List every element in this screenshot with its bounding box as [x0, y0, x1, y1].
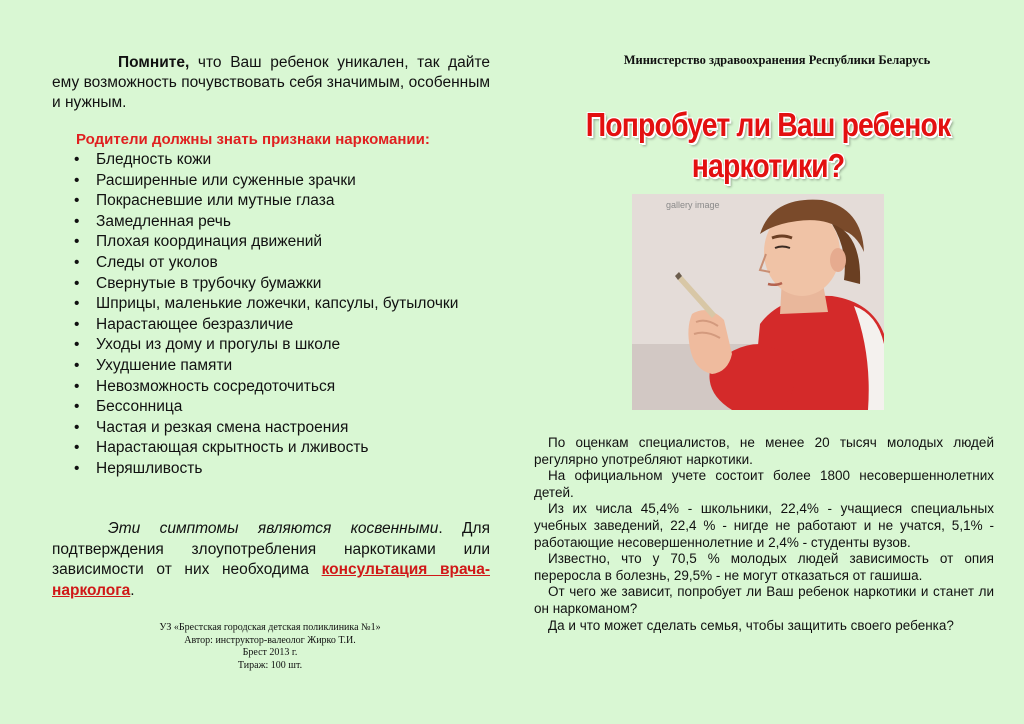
page-title — [567, 104, 969, 186]
teen-cigarette-illustration — [632, 194, 884, 410]
signs-heading: Родители должны знать признаки наркомании: — [76, 131, 430, 148]
stats-paragraph: На официальном учете состоит более 1800 несовершеннолетних детей. — [534, 468, 994, 500]
conclusion-italic: Эти симптомы являются косвенными — [108, 520, 439, 537]
list-item: • Расширенные или суженные зрачки — [74, 171, 494, 192]
conclusion-paragraph — [52, 519, 490, 601]
list-item: • Ухудшение памяти — [74, 356, 494, 377]
stats-paragraph: Да и что может сделать семья, чтобы защитить своего ребенка? — [548, 617, 954, 633]
credits-line: УЗ «Брестская городская детская поликлиника №1» — [159, 622, 381, 633]
list-item: • Свернутые в трубочку бумажки — [74, 274, 494, 295]
list-item: • Нарастающее безразличие — [74, 315, 494, 336]
teen-cigarette-photo — [632, 194, 884, 410]
title-line: наркотики? — [691, 147, 845, 184]
right-panel — [512, 0, 1024, 724]
credits-line: Брест 2013 г. — [242, 647, 298, 658]
conclusion-end: . — [130, 581, 135, 599]
list-item: • Следы от уколов — [74, 253, 494, 274]
ministry-header: Министерство здравоохранения Республики Беларусь — [623, 53, 931, 67]
list-item: • Покрасневшие или мутные глаза — [74, 191, 494, 212]
credits-line: Автор: инструктор-валеолог Жирко Т.И. — [184, 634, 356, 646]
title-line: Попробует ли Ваш ребенок — [585, 106, 951, 143]
credits-line: Тираж: 100 шт. — [237, 659, 303, 671]
list-item: • Неряшливость — [74, 459, 494, 480]
credits-block — [60, 622, 480, 672]
intro-text: что Ваш ребенок уникален, так дайте ему возможность почувствовать себя значимым, особенным и нужным. — [52, 54, 490, 111]
conclusion-text: . Для подтверждения злоупотребления наркотиками или зависимости от них необходима — [52, 520, 490, 578]
list-item: • Бледность кожи — [74, 150, 494, 171]
stats-paragraph: Известно, что у 70,5 % молодых людей зависимость от опия переросла в болезнь, 29,5% - не могут отказаться от гашиша. — [534, 551, 994, 583]
photo-watermark: gallery image — [666, 200, 720, 210]
list-item: • Уходы из дому и прогулы в школе — [74, 335, 494, 356]
consultation-link[interactable]: консультация врача-нарколога — [52, 561, 490, 599]
list-item: • Нарастающая скрытность и лживость — [74, 438, 494, 459]
stats-paragraph: Из их числа 45,4% - школьники, 22,4% - учащиеся специальных учебных заведений, 22,4 % - нигде не работают и не учатся, 5,1% - работающие несовершеннолетние и 2,4% - студенты вузов. — [534, 501, 994, 550]
intro-lead: Помните, — [118, 54, 190, 71]
list-item: • Невозможность сосредоточиться — [74, 377, 494, 398]
list-item: • Плохая координация движений — [74, 232, 494, 253]
stats-paragraph: По оценкам специалистов, не менее 20 тысяч молодых людей регулярно употребляют наркотики. — [534, 435, 994, 467]
list-item: • Замедленная речь — [74, 212, 494, 233]
stats-paragraph: От чего же зависит, попробует ли Ваш ребенок наркотики и станет ли он наркоманом? — [534, 584, 994, 616]
signs-list — [74, 150, 494, 480]
list-item: • Шприцы, маленькие ложечки, капсулы, бутылочки — [74, 294, 494, 315]
list-item: • Частая и резкая смена настроения — [74, 418, 494, 439]
list-item: • Бессонница — [74, 397, 494, 418]
intro-paragraph — [52, 53, 490, 113]
statistics-block — [534, 435, 994, 634]
